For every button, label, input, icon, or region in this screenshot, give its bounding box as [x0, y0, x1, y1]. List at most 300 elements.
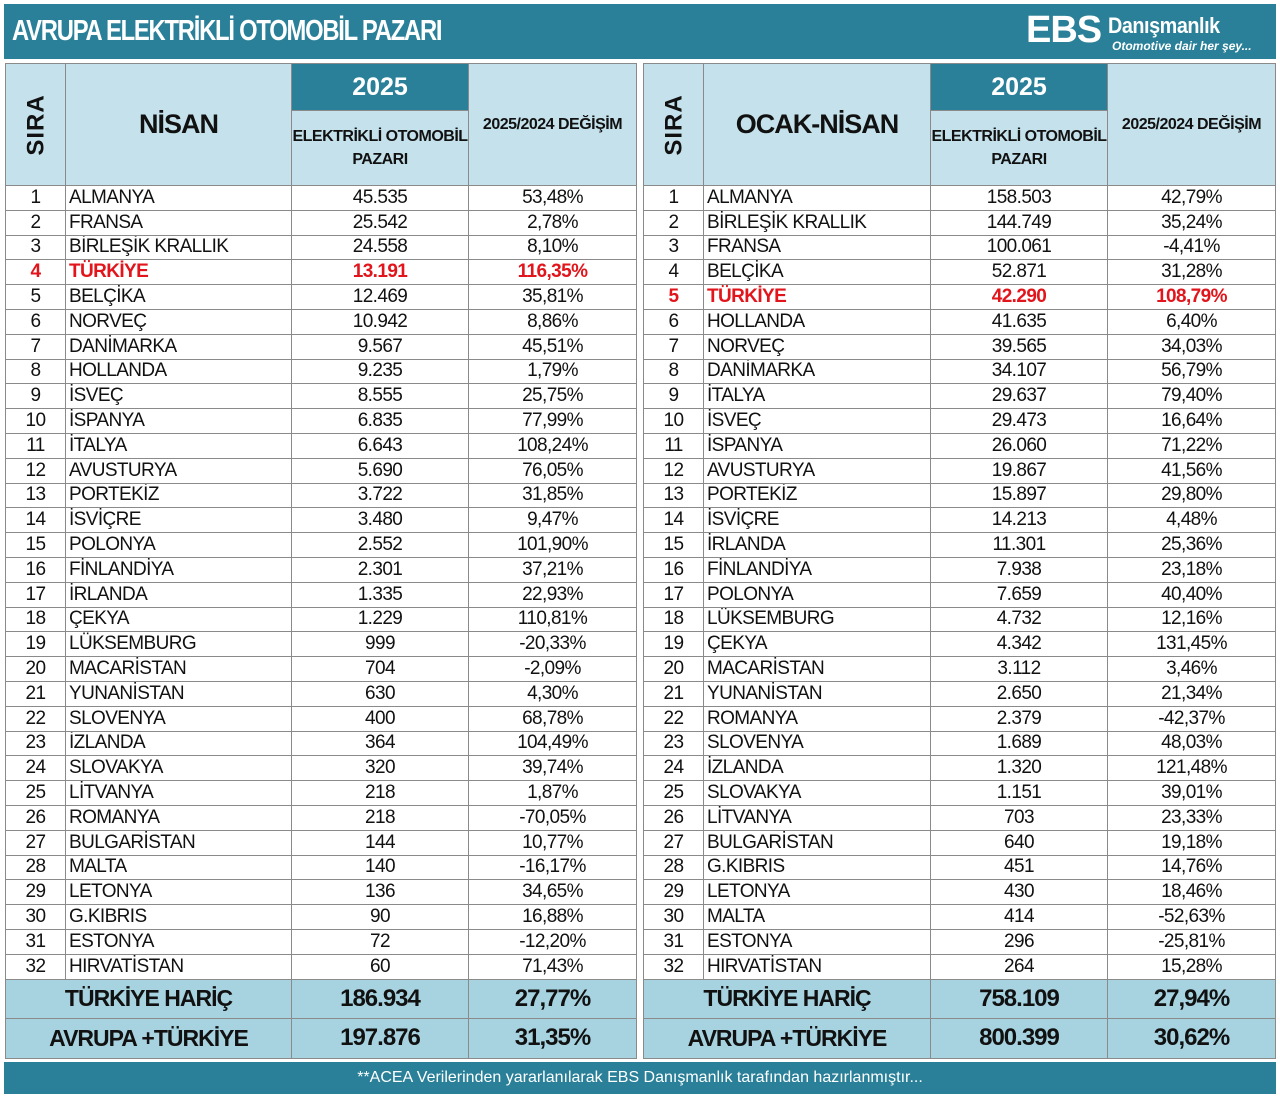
value-cell: 52.871: [931, 260, 1108, 285]
table-row: [6, 929, 637, 954]
country-cell: LÜKSEMBURG: [66, 632, 292, 657]
rank-cell: 2: [644, 210, 704, 235]
table-row: [644, 533, 1276, 558]
country-cell: İZLANDA: [704, 756, 931, 781]
change-cell: -52,63%: [1108, 905, 1276, 930]
summary-value: 758.109: [931, 979, 1108, 1019]
change-cell: 40,40%: [1108, 582, 1276, 607]
table-row: [6, 508, 637, 533]
rank-cell: 20: [6, 657, 66, 682]
country-cell: HIRVATİSTAN: [66, 954, 292, 979]
value-cell: 218: [292, 805, 469, 830]
value-cell: 2.301: [292, 557, 469, 582]
table-row: [6, 781, 637, 806]
change-cell: 14,76%: [1108, 855, 1276, 880]
rank-cell: 12: [6, 458, 66, 483]
country-cell: SLOVAKYA: [66, 756, 292, 781]
change-header: 2025/2024 DEĞİŞİM: [1108, 64, 1276, 186]
rank-cell: 21: [644, 681, 704, 706]
country-cell: PORTEKİZ: [66, 483, 292, 508]
rank-cell: 7: [6, 334, 66, 359]
table-row: [644, 508, 1276, 533]
brand-logo: [1026, 8, 1266, 56]
change-cell: 19,18%: [1108, 830, 1276, 855]
country-cell: FRANSA: [66, 210, 292, 235]
value-cell: 12.469: [292, 285, 469, 310]
country-cell: İTALYA: [704, 384, 931, 409]
rank-cell: 32: [644, 954, 704, 979]
region-header: NİSAN: [66, 64, 292, 186]
table-row: [644, 309, 1276, 334]
table-row: [6, 880, 637, 905]
table-row: [644, 483, 1276, 508]
change-cell: 29,80%: [1108, 483, 1276, 508]
change-cell: -2,09%: [469, 657, 637, 682]
value-cell: 1.151: [931, 781, 1108, 806]
summary-row: [6, 979, 637, 1019]
table-row: [644, 210, 1276, 235]
country-cell: İRLANDA: [704, 533, 931, 558]
value-cell: 136: [292, 880, 469, 905]
change-cell: 116,35%: [469, 260, 637, 285]
year-header: 2025: [292, 64, 469, 111]
country-cell: HIRVATİSTAN: [704, 954, 931, 979]
table-row: [6, 632, 637, 657]
table-row: [6, 384, 637, 409]
country-cell: FRANSA: [704, 235, 931, 260]
rank-cell: 24: [6, 756, 66, 781]
rank-cell: 9: [644, 384, 704, 409]
footer-note: **ACEA Verilerinden yararlanılarak EBS Danışmanlık tarafından hazırlanmıştır...: [4, 1062, 1276, 1094]
value-cell: 2.379: [931, 706, 1108, 731]
rank-cell: 29: [644, 880, 704, 905]
value-cell: 6.643: [292, 433, 469, 458]
table-row: [6, 334, 637, 359]
change-cell: -25,81%: [1108, 929, 1276, 954]
rank-cell: 5: [644, 285, 704, 310]
change-cell: 6,40%: [1108, 309, 1276, 334]
change-cell: 76,05%: [469, 458, 637, 483]
country-cell: İSPANYA: [66, 409, 292, 434]
summary-value: 197.876: [292, 1019, 469, 1059]
change-cell: 16,64%: [1108, 409, 1276, 434]
table-row: [644, 334, 1276, 359]
country-cell: MACARİSTAN: [704, 657, 931, 682]
market-header: ELEKTRİKLİ OTOMOBİL PAZARI: [292, 111, 469, 186]
change-cell: -70,05%: [469, 805, 637, 830]
country-cell: ROMANYA: [66, 805, 292, 830]
change-cell: 121,48%: [1108, 756, 1276, 781]
country-cell: AVUSTURYA: [704, 458, 931, 483]
change-cell: 110,81%: [469, 607, 637, 632]
country-cell: BULGARİSTAN: [66, 830, 292, 855]
rank-cell: 26: [6, 805, 66, 830]
value-cell: 7.938: [931, 557, 1108, 582]
value-cell: 72: [292, 929, 469, 954]
table-row: [6, 285, 637, 310]
table-row: [6, 433, 637, 458]
country-cell: ESTONYA: [704, 929, 931, 954]
value-cell: 640: [931, 830, 1108, 855]
value-cell: 39.565: [931, 334, 1108, 359]
value-cell: 24.558: [292, 235, 469, 260]
country-cell: MALTA: [704, 905, 931, 930]
rank-cell: 29: [6, 880, 66, 905]
country-cell: FİNLANDİYA: [704, 557, 931, 582]
table-row: [6, 607, 637, 632]
change-cell: -42,37%: [1108, 706, 1276, 731]
change-cell: 9,47%: [469, 508, 637, 533]
table-row: [644, 235, 1276, 260]
change-cell: 2,78%: [469, 210, 637, 235]
summary-label: AVRUPA +TÜRKİYE: [6, 1019, 292, 1059]
country-cell: HOLLANDA: [704, 309, 931, 334]
value-cell: 2.552: [292, 533, 469, 558]
rank-cell: 11: [6, 433, 66, 458]
rank-cell: 22: [644, 706, 704, 731]
value-cell: 45.535: [292, 186, 469, 211]
rank-cell: 13: [644, 483, 704, 508]
value-cell: 3.480: [292, 508, 469, 533]
change-cell: 18,46%: [1108, 880, 1276, 905]
rank-cell: 14: [6, 508, 66, 533]
value-cell: 7.659: [931, 582, 1108, 607]
change-cell: 4,30%: [469, 681, 637, 706]
change-cell: 1,87%: [469, 781, 637, 806]
value-cell: 4.732: [931, 607, 1108, 632]
year-header: 2025: [931, 64, 1108, 111]
table-row: [644, 186, 1276, 211]
rank-cell: 30: [6, 905, 66, 930]
value-cell: 3.112: [931, 657, 1108, 682]
value-cell: 703: [931, 805, 1108, 830]
rank-cell: 16: [644, 557, 704, 582]
country-cell: LİTVANYA: [704, 805, 931, 830]
country-cell: DANİMARKA: [66, 334, 292, 359]
value-cell: 296: [931, 929, 1108, 954]
rank-cell: 20: [644, 657, 704, 682]
table-row: [644, 706, 1276, 731]
rank-cell: 17: [6, 582, 66, 607]
country-cell: MALTA: [66, 855, 292, 880]
summary-row: [644, 1019, 1276, 1059]
table-summary: [644, 979, 1276, 1058]
country-cell: BİRLEŞİK KRALLIK: [704, 210, 931, 235]
change-cell: 31,28%: [1108, 260, 1276, 285]
table-row: [6, 483, 637, 508]
country-cell: İZLANDA: [66, 731, 292, 756]
change-header: 2025/2024 DEĞİŞİM: [469, 64, 637, 186]
rank-cell: 3: [6, 235, 66, 260]
rank-cell: 1: [644, 186, 704, 211]
country-cell: DANİMARKA: [704, 359, 931, 384]
country-cell: HOLLANDA: [66, 359, 292, 384]
table-row: [6, 557, 637, 582]
country-cell: BELÇİKA: [704, 260, 931, 285]
ytd-table: [643, 63, 1276, 1059]
table-row: [6, 309, 637, 334]
value-cell: 4.342: [931, 632, 1108, 657]
change-cell: 12,16%: [1108, 607, 1276, 632]
value-cell: 3.722: [292, 483, 469, 508]
change-cell: 3,46%: [1108, 657, 1276, 682]
change-cell: -16,17%: [469, 855, 637, 880]
table-body: [644, 186, 1276, 980]
value-cell: 10.942: [292, 309, 469, 334]
country-cell: BULGARİSTAN: [704, 830, 931, 855]
country-cell: G.KIBRIS: [704, 855, 931, 880]
table-row: [644, 557, 1276, 582]
brand-slogan: Otomotive dair her şey...: [1112, 39, 1252, 53]
change-cell: 108,24%: [469, 433, 637, 458]
table-row: [6, 905, 637, 930]
table-row: [6, 954, 637, 979]
value-cell: 5.690: [292, 458, 469, 483]
value-cell: 29.637: [931, 384, 1108, 409]
rank-cell: 23: [6, 731, 66, 756]
value-cell: 630: [292, 681, 469, 706]
rank-cell: 32: [6, 954, 66, 979]
table-row: [644, 805, 1276, 830]
change-cell: 56,79%: [1108, 359, 1276, 384]
value-cell: 26.060: [931, 433, 1108, 458]
rank-cell: 6: [6, 309, 66, 334]
value-cell: 414: [931, 905, 1108, 930]
rank-cell: 30: [644, 905, 704, 930]
country-cell: BİRLEŞİK KRALLIK: [66, 235, 292, 260]
table-row: [644, 954, 1276, 979]
rank-cell: 15: [644, 533, 704, 558]
value-cell: 100.061: [931, 235, 1108, 260]
rank-cell: 31: [644, 929, 704, 954]
value-cell: 704: [292, 657, 469, 682]
rank-cell: 25: [644, 781, 704, 806]
table-row: [6, 260, 637, 285]
country-cell: POLONYA: [704, 582, 931, 607]
change-cell: -12,20%: [469, 929, 637, 954]
table-row: [6, 210, 637, 235]
rank-cell: 8: [644, 359, 704, 384]
value-cell: 15.897: [931, 483, 1108, 508]
value-cell: 320: [292, 756, 469, 781]
table-row: [644, 384, 1276, 409]
country-cell: ÇEKYA: [66, 607, 292, 632]
table-row: [644, 607, 1276, 632]
value-cell: 1.229: [292, 607, 469, 632]
rank-cell: 24: [644, 756, 704, 781]
table-row: [644, 582, 1276, 607]
value-cell: 14.213: [931, 508, 1108, 533]
summary-label: AVRUPA +TÜRKİYE: [644, 1019, 931, 1059]
value-cell: 451: [931, 855, 1108, 880]
value-cell: 41.635: [931, 309, 1108, 334]
rank-cell: 23: [644, 731, 704, 756]
change-cell: 23,33%: [1108, 805, 1276, 830]
table-row: [644, 681, 1276, 706]
table-row: [6, 235, 637, 260]
country-cell: ESTONYA: [66, 929, 292, 954]
change-cell: 39,01%: [1108, 781, 1276, 806]
rank-cell: 13: [6, 483, 66, 508]
value-cell: 90: [292, 905, 469, 930]
brand-name: Danışmanlık: [1108, 13, 1220, 38]
rank-cell: 2: [6, 210, 66, 235]
table-row: [6, 731, 637, 756]
change-cell: 41,56%: [1108, 458, 1276, 483]
country-cell: LETONYA: [704, 880, 931, 905]
rank-cell: 19: [644, 632, 704, 657]
change-cell: 21,34%: [1108, 681, 1276, 706]
summary-value: 186.934: [292, 979, 469, 1019]
value-cell: 8.555: [292, 384, 469, 409]
rank-cell: 9: [6, 384, 66, 409]
country-cell: İSVİÇRE: [66, 508, 292, 533]
change-cell: 79,40%: [1108, 384, 1276, 409]
country-cell: İRLANDA: [66, 582, 292, 607]
rank-cell: 14: [644, 508, 704, 533]
table-row: [644, 880, 1276, 905]
change-cell: 22,93%: [469, 582, 637, 607]
change-cell: 35,81%: [469, 285, 637, 310]
value-cell: 144.749: [931, 210, 1108, 235]
rank-cell: 10: [6, 409, 66, 434]
rank-cell: 5: [6, 285, 66, 310]
value-cell: 400: [292, 706, 469, 731]
value-cell: 34.107: [931, 359, 1108, 384]
summary-change: 31,35%: [469, 1019, 637, 1059]
value-cell: 25.542: [292, 210, 469, 235]
summary-row: [644, 979, 1276, 1019]
region-header: OCAK-NİSAN: [704, 64, 931, 186]
rank-cell: 21: [6, 681, 66, 706]
change-cell: 25,75%: [469, 384, 637, 409]
value-cell: 6.835: [292, 409, 469, 434]
change-cell: 23,18%: [1108, 557, 1276, 582]
value-cell: 430: [931, 880, 1108, 905]
country-cell: SLOVENYA: [704, 731, 931, 756]
table-summary: [6, 979, 637, 1058]
country-cell: ALMANYA: [704, 186, 931, 211]
value-cell: 11.301: [931, 533, 1108, 558]
value-cell: 19.867: [931, 458, 1108, 483]
value-cell: 29.473: [931, 409, 1108, 434]
value-cell: 1.320: [931, 756, 1108, 781]
country-cell: SLOVAKYA: [704, 781, 931, 806]
rank-cell: 12: [644, 458, 704, 483]
table-row: [6, 681, 637, 706]
rank-header: SIRA: [644, 64, 704, 186]
country-cell: İSVEÇ: [704, 409, 931, 434]
rank-cell: 28: [644, 855, 704, 880]
change-cell: 48,03%: [1108, 731, 1276, 756]
table-row: [644, 830, 1276, 855]
change-cell: 8,10%: [469, 235, 637, 260]
market-header: ELEKTRİKLİ OTOMOBİL PAZARI: [931, 111, 1108, 186]
value-cell: 13.191: [292, 260, 469, 285]
country-cell: NORVEÇ: [704, 334, 931, 359]
table-row: [644, 359, 1276, 384]
table-row: [6, 756, 637, 781]
page-title: AVRUPA ELEKTRİKLİ OTOMOBİL PAZARI: [12, 15, 442, 47]
summary-change: 27,77%: [469, 979, 637, 1019]
country-cell: TÜRKİYE: [66, 260, 292, 285]
change-cell: 34,03%: [1108, 334, 1276, 359]
rank-cell: 4: [6, 260, 66, 285]
table-row: [644, 756, 1276, 781]
country-cell: ROMANYA: [704, 706, 931, 731]
rank-cell: 17: [644, 582, 704, 607]
change-cell: -20,33%: [469, 632, 637, 657]
rank-cell: 27: [6, 830, 66, 855]
change-cell: 77,99%: [469, 409, 637, 434]
table-row: [6, 582, 637, 607]
country-cell: MACARİSTAN: [66, 657, 292, 682]
table-row: [6, 458, 637, 483]
table-row: [6, 359, 637, 384]
value-cell: 264: [931, 954, 1108, 979]
rank-cell: 11: [644, 433, 704, 458]
value-cell: 144: [292, 830, 469, 855]
table-row: [6, 409, 637, 434]
page-header: [4, 4, 1276, 59]
country-cell: SLOVENYA: [66, 706, 292, 731]
value-cell: 140: [292, 855, 469, 880]
value-cell: 999: [292, 632, 469, 657]
brand-ebs: EBS: [1026, 9, 1102, 51]
country-cell: İTALYA: [66, 433, 292, 458]
table-row: [6, 186, 637, 211]
table-row: [6, 830, 637, 855]
value-cell: 364: [292, 731, 469, 756]
rank-cell: 6: [644, 309, 704, 334]
country-cell: G.KIBRIS: [66, 905, 292, 930]
table-row: [6, 657, 637, 682]
table-row: [6, 533, 637, 558]
value-cell: 1.689: [931, 731, 1108, 756]
country-cell: NORVEÇ: [66, 309, 292, 334]
rank-cell: 1: [6, 186, 66, 211]
rank-cell: 19: [6, 632, 66, 657]
change-cell: 31,85%: [469, 483, 637, 508]
country-cell: YUNANİSTAN: [66, 681, 292, 706]
country-cell: ALMANYA: [66, 186, 292, 211]
table-row: [644, 458, 1276, 483]
value-cell: 9.567: [292, 334, 469, 359]
change-cell: 1,79%: [469, 359, 637, 384]
country-cell: PORTEKİZ: [704, 483, 931, 508]
table-row: [644, 781, 1276, 806]
value-cell: 218: [292, 781, 469, 806]
change-cell: 104,49%: [469, 731, 637, 756]
table-row: [644, 285, 1276, 310]
table-row: [644, 657, 1276, 682]
change-cell: 71,22%: [1108, 433, 1276, 458]
country-cell: POLONYA: [66, 533, 292, 558]
change-cell: 4,48%: [1108, 508, 1276, 533]
rank-cell: 15: [6, 533, 66, 558]
rank-cell: 16: [6, 557, 66, 582]
table-row: [644, 855, 1276, 880]
rank-header: SIRA: [6, 64, 66, 186]
rank-cell: 18: [6, 607, 66, 632]
summary-change: 27,94%: [1108, 979, 1276, 1019]
value-cell: 2.650: [931, 681, 1108, 706]
rank-cell: 18: [644, 607, 704, 632]
table-row: [6, 855, 637, 880]
change-cell: 101,90%: [469, 533, 637, 558]
change-cell: 131,45%: [1108, 632, 1276, 657]
rank-cell: 3: [644, 235, 704, 260]
